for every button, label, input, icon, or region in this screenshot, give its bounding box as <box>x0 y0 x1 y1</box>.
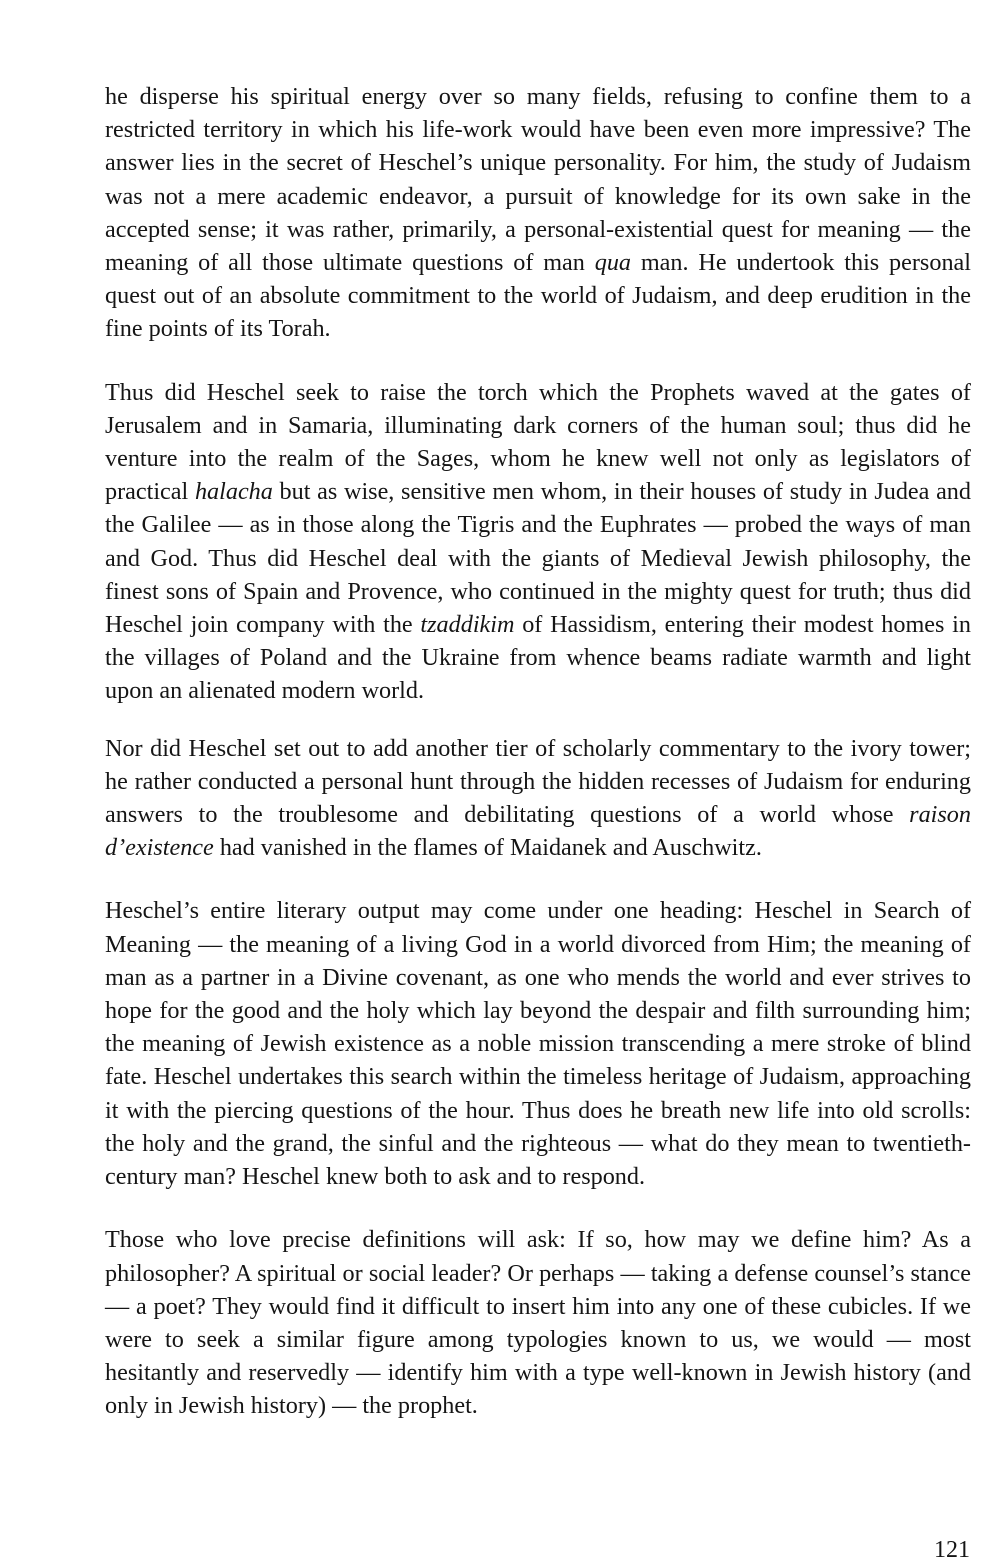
paragraph-3 <box>105 732 971 865</box>
paragraph-1 <box>105 80 971 346</box>
paragraph-2-text: Thus did Heschel seek to raise the torch which the Prophets waved at the gates of Jerusalem and in Samaria, illuminating dark corners of the human soul; thus did he venture into the realm of the Sages, whom he knew well not only as legislators of practical <box>105 378 971 506</box>
paragraph-5-text: Those who love precise definitions will ask: If so, how may we define him? As a philosopher? A spiritual or social leader? Or perhaps — taking a defense counsel’s stance — a poet? They would find it difficult to insert him into any one of these cubicles. If we were to seek a similar figure among typologies known to us, we would — most hesitantly and reservedly — identify him with a type well-known in Jewish history (and only in Jewish history) — the prophet. <box>105 1226 971 1420</box>
paragraph-spacer <box>105 708 971 732</box>
paragraph-2-italic-halacha: halacha <box>194 478 273 506</box>
paragraph-spacer <box>105 864 971 894</box>
paragraph-5 <box>105 1223 971 1422</box>
paragraph-spacer <box>105 346 971 376</box>
paragraph-3-italic-raison: raison d’existence <box>105 801 971 862</box>
paragraph-3-text-end: had vanished in the flames of Maidanek and Auschwitz. <box>213 834 762 862</box>
paragraph-1-italic-qua: qua <box>594 249 631 277</box>
paragraph-2-text-end: of Hassidism, entering their modest homes in the villages of Poland and the Ukraine from whence beams radiate warmth and light upon an alienated modern world. <box>105 611 971 705</box>
paragraph-2-italic-tzaddikim: tzaddikim <box>420 611 515 639</box>
page-body <box>105 80 971 1423</box>
paragraph-spacer <box>105 1193 971 1223</box>
paragraph-2-text-middle: but as wise, sensitive men whom, in their houses of study in Judea and the Galilee — as in those along the Tigris and the Euphrates — probed the ways of man and God. Thus did Heschel deal with the giants of Medieval Jewish philosophy, the finest sons of Spain and Provence, who continued in the mighty quest for truth; thus did Heschel join company with the <box>105 478 971 639</box>
paragraph-2 <box>105 376 971 708</box>
paragraph-1-text-end: man. He undertook this personal quest out of an absolute commitment to the world of Judaism, and deep erudition in the fine points of its Torah. <box>105 249 971 343</box>
paragraph-1-text: he disperse his spiritual energy over so many fields, refusing to confine them to a restricted territory in which his life-work would have been even more impressive? The answer lies in the secret of Heschel’s unique personality. For him, the study of Judaism was not a mere academic endeavor, a pursuit of knowledge for its own sake in the accepted sense; it was rather, primarily, a personal-existential quest for meaning — the meaning of all those ultimate questions of man <box>105 83 971 277</box>
paragraph-3-text: Nor did Heschel set out to add another tier of scholarly commentary to the ivory tower; he rather conducted a personal hunt through the hidden recesses of Judaism for enduring answers to the troublesome and debilitating questions of a world whose <box>105 734 971 829</box>
paragraph-4 <box>105 894 971 1193</box>
page-number: 121 <box>934 1537 970 1563</box>
paragraph-4-text: Heschel’s entire literary output may come under one heading: Heschel in Search of Meaning — the meaning of a living God in a world divorced from Him; the meaning of man as a partner in a Divine covenant, as one who mends the world and ever strives to hope for the good and the holy which lay beyond the despair and filth surrounding him; the meaning of Jewish existence as a noble mission transcending a mere stroke of blind fate. Heschel undertakes this search within the timeless heritage of Judaism, approaching it with the piercing questions of the hour. Thus does he breath new life into old scrolls: the holy and the grand, the sinful and the righteous — what do they mean to twentieth-century man? Heschel knew both to ask and to respond. <box>105 897 971 1191</box>
